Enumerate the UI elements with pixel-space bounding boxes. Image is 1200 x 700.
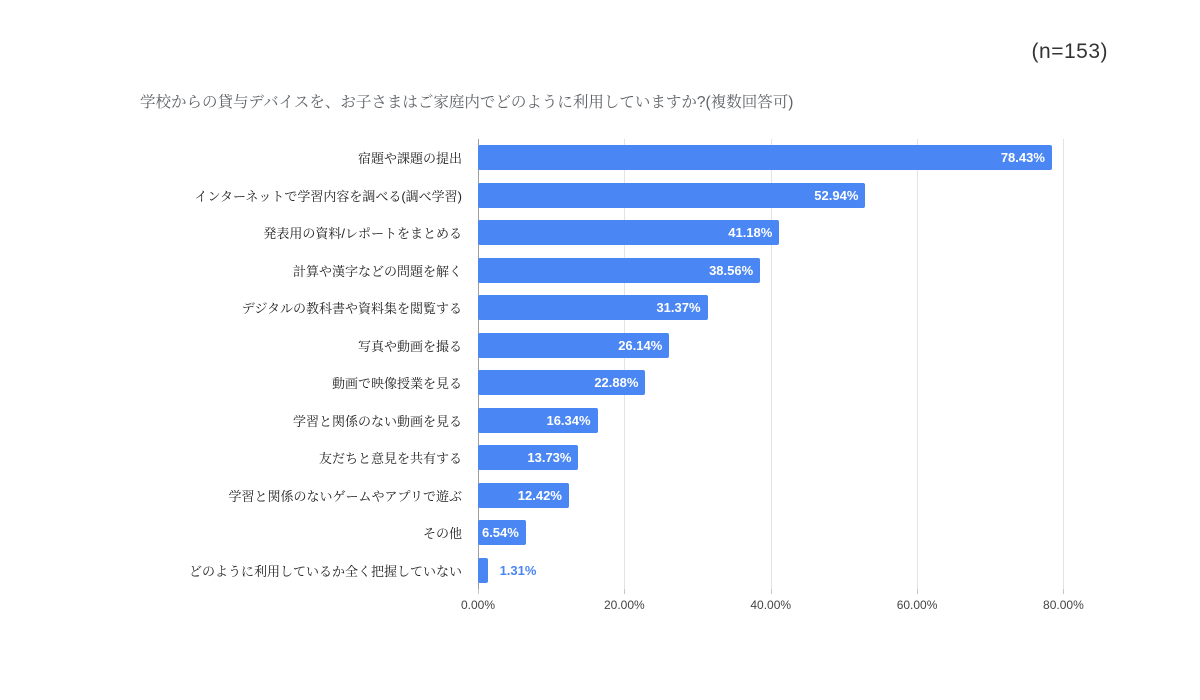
bar-value-label: 13.73% — [527, 450, 572, 466]
bar — [478, 295, 708, 320]
category-label: 発表用の資料/レポートをまとめる — [263, 226, 462, 242]
bar — [478, 520, 526, 545]
axis-tick — [1063, 589, 1064, 594]
category-label: デジタルの教科書や資料集を閲覧する — [241, 301, 462, 317]
category-label: どのように利用しているか全く把握していない — [188, 563, 462, 579]
axis-tick — [917, 589, 918, 594]
bar-value-label: 12.42% — [517, 487, 562, 503]
chart-title: 学校からの貸与デバイスを、お子さまはご家庭内でどのように利用していますか?(複数回答可) — [140, 94, 794, 111]
category-labels — [0, 139, 470, 589]
gridline — [917, 139, 918, 589]
plot-area — [460, 139, 1100, 612]
bar-value-label: 26.14% — [618, 337, 663, 353]
bar-value-label: 41.18% — [728, 225, 773, 241]
category-label: その他 — [422, 526, 462, 542]
category-label: 動画で映像授業を見る — [331, 376, 462, 392]
x-tick-label: 20.00% — [603, 598, 645, 612]
category-label: 学習と関係のない動画を見る — [292, 413, 462, 429]
bar-value-label: 16.34% — [546, 412, 591, 428]
sample-size-label: (n=153) — [1031, 40, 1108, 63]
bar-value-label: 38.56% — [709, 262, 754, 278]
axis-tick — [478, 589, 479, 594]
category-label: 宿題や課題の提出 — [357, 151, 462, 167]
category-label: 計算や漢字などの問題を解く — [292, 263, 462, 279]
bar — [478, 445, 578, 470]
bar-value-label: 52.94% — [814, 187, 859, 203]
bar — [478, 258, 760, 283]
category-label: インターネットで学習内容を調べる(調べ学習) — [194, 188, 462, 204]
x-tick-label: 0.00% — [460, 598, 496, 612]
bar — [478, 558, 488, 583]
x-tick-label: 60.00% — [896, 598, 938, 612]
bar — [478, 333, 669, 358]
bar-value-label: 6.54% — [481, 525, 519, 541]
axis-tick — [771, 589, 772, 594]
bar — [478, 370, 645, 395]
gridline — [1063, 139, 1064, 589]
bar — [478, 145, 1052, 170]
axis-tick — [624, 589, 625, 594]
x-tick-label: 80.00% — [1043, 598, 1084, 612]
category-label: 友だちと意見を共有する — [318, 451, 462, 467]
bar — [478, 408, 598, 433]
bar — [478, 483, 569, 508]
bar-value-label: 31.37% — [656, 300, 701, 316]
bar — [478, 220, 779, 245]
x-tick-label: 40.00% — [750, 598, 792, 612]
bar-value-label: 78.43% — [1000, 150, 1045, 166]
category-label: 学習と関係のないゲームやアプリで遊ぶ — [228, 488, 462, 504]
bar-value-label: 22.88% — [594, 375, 639, 391]
category-label: 写真や動画を撮る — [357, 338, 462, 354]
bar — [478, 183, 865, 208]
bar-value-label: 1.31% — [499, 562, 537, 578]
